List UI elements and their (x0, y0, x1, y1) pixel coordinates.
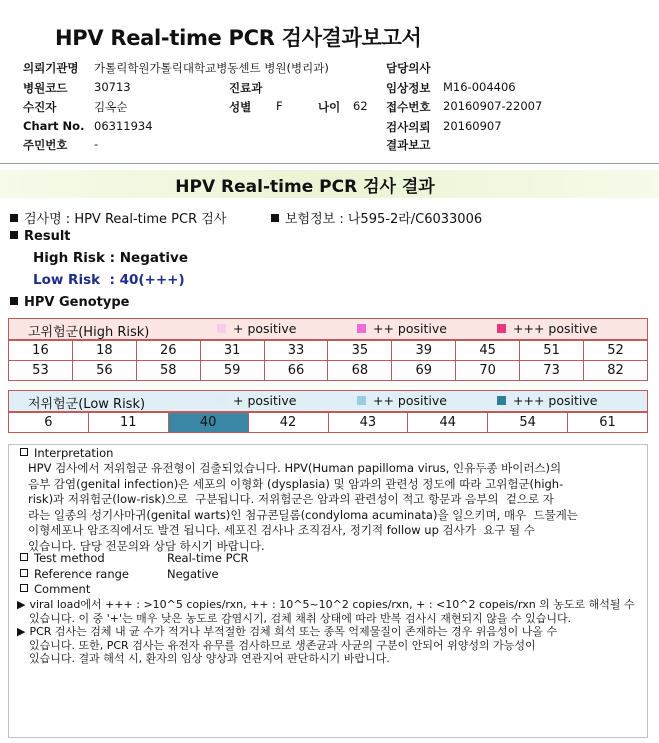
test-method-value: Real-time PCR (167, 551, 249, 565)
legend-swatch (217, 396, 226, 405)
square-bullet-icon (10, 214, 18, 222)
genotype-cell: 68 (328, 361, 392, 381)
genotype-cell: 26 (136, 341, 200, 361)
legend-hr-plusplusplus (497, 321, 597, 336)
comment-text (17, 598, 647, 666)
clinical-label: 임상정보 (386, 81, 431, 95)
genotype-cell: 69 (392, 361, 456, 381)
low-risk-genotype-table (8, 412, 648, 433)
interpretation-line: risk)과 저위험군(low-risk)으로 구분됩니다. 저위험군은 암과의 관련성이 적고 항문과 음부의 겉으로 자 (28, 492, 554, 506)
low-risk-result: Low Risk : 40(+++) (33, 272, 185, 288)
high-risk-genotype-table (8, 340, 648, 381)
test-method-label: Test method (34, 551, 105, 565)
genotype-cell: 82 (584, 361, 648, 381)
legend-lr-plusplus (357, 393, 447, 408)
comment-heading: Comment (34, 582, 91, 596)
legend-swatch (217, 324, 226, 333)
interpretation-line: 음부 감염(genital infection)은 세포의 이형화 (dysplasia) 및 암과의 관련성 정도에 따라 고위험군(high- (28, 476, 564, 491)
square-bullet-icon (271, 214, 279, 222)
genotype-cell: 54 (488, 413, 568, 433)
genotype-cell: 43 (328, 413, 408, 433)
result-heading-row (10, 229, 71, 244)
table-row (9, 413, 648, 433)
genotype-cell: 11 (88, 413, 168, 433)
legend-swatch (497, 324, 506, 333)
low-risk-label: 저위험군(Low Risk) (28, 397, 146, 412)
square-bullet-icon (20, 448, 28, 456)
legend-swatch (497, 396, 506, 405)
comment-line: 있습니다. 또한, PCR 검사는 유전자 유무를 검사하므로 생존균과 사균의 구분이 안되어 위양성의 가능성이 (29, 638, 536, 652)
triangle-bullet-icon: ▶ (17, 625, 26, 638)
genotype-cell: 35 (328, 341, 392, 361)
square-bullet-icon (20, 569, 28, 577)
legend-label: ++ positive (373, 321, 447, 336)
clinical-value: M16-004406 (443, 80, 516, 94)
genotype-heading-row (10, 295, 129, 310)
genotype-cell: 73 (520, 361, 584, 381)
genotype-cell: 18 (72, 341, 136, 361)
chart-label: Chart No. (23, 119, 85, 133)
high-risk-label: 고위험군(High Risk) (28, 325, 150, 340)
receipt-value: 20160907-22007 (443, 99, 543, 113)
reference-range-value: Negative (167, 567, 219, 581)
genotype-cell: 61 (568, 413, 648, 433)
interpretation-text (28, 461, 644, 554)
table-row (9, 341, 648, 361)
institution-label: 의뢰기관명 (23, 61, 79, 75)
legend-hr-plus (217, 321, 296, 336)
comment-line-text: PCR 검사는 검체 내 균 수가 적거나 부적절한 검체 희석 또는 종목 억제물질이 존재하는 경우 위음성이 나올 수 (29, 625, 558, 638)
legend-lr-plusplusplus (497, 393, 597, 408)
legend-label: +++ positive (513, 393, 598, 408)
genotype-cell: 45 (456, 341, 520, 361)
comment-heading-row (20, 582, 90, 598)
comment-line: 있습니다. 결과 해석 시, 환자의 임상 양상과 연관지어 판단하시기 바랍니다. (29, 652, 390, 665)
genotype-cell: 52 (584, 341, 648, 361)
chart-value: 06311934 (94, 119, 153, 133)
resident-label: 주민번호 (23, 138, 68, 152)
divider (0, 163, 659, 164)
age-value: 62 (353, 99, 368, 113)
triangle-bullet-icon: ▶ (17, 598, 26, 611)
interpretation-line: 라는 일종의 성기사마귀(genital warts)인 첨규콘딜롬(condyloma acuminata)을 일으키며, 매우 드물게는 (28, 507, 578, 522)
interpretation-line: 있습니다. 담당 전문의와 상담 하시기 바랍니다. (28, 538, 265, 553)
square-bullet-icon (10, 231, 18, 239)
report-label: 결과보고 (386, 138, 431, 152)
banner-title: HPV Real-time PCR 검사 결과 (175, 177, 435, 197)
resident-value: - (94, 137, 99, 151)
hospital-code-value: 30713 (94, 80, 131, 94)
interpretation-heading-row (20, 446, 113, 462)
reference-range-row (20, 567, 129, 583)
hospital-code-label: 병원코드 (23, 81, 68, 95)
interpretation-line: HPV 검사에서 저위험군 유전형이 검출되었습니다. HPV(Human papilloma virus, 인유두종 바이러스)의 (28, 461, 562, 475)
genotype-cell: 16 (9, 341, 73, 361)
genotype-cell: 58 (136, 361, 200, 381)
genotype-cell: 59 (200, 361, 264, 381)
legend-label: + positive (233, 393, 297, 408)
test-method-row (20, 551, 105, 567)
institution-value: 가톨릭학원가톨릭대학교병동센트 병원(병리과) (94, 61, 329, 75)
table-row (9, 361, 648, 381)
department-label: 진료과 (229, 81, 263, 95)
genotype-cell: 66 (264, 361, 328, 381)
request-value: 20160907 (443, 119, 502, 133)
legend-lr-plus (217, 393, 296, 408)
reference-range-label: Reference range (34, 567, 130, 581)
patient-value: 김옥순 (94, 100, 128, 114)
legend-swatch (357, 396, 366, 405)
genotype-cell: 31 (200, 341, 264, 361)
test-name-row (10, 208, 226, 227)
age-label: 나이 (318, 100, 341, 114)
legend-hr-plusplus (357, 321, 447, 336)
genotype-cell: 42 (248, 413, 328, 433)
result-heading: Result (24, 229, 71, 244)
square-bullet-icon (20, 584, 28, 592)
genotype-cell: 33 (264, 341, 328, 361)
genotype-cell: 39 (392, 341, 456, 361)
receipt-label: 접수번호 (386, 100, 431, 114)
report-title: HPV Real-time PCR 검사결과보고서 (55, 26, 422, 50)
legend-label: + positive (233, 321, 297, 336)
insurance-info: 보험정보 : 나595-2라/C6033006 (285, 212, 483, 227)
genotype-cell: 6 (9, 413, 89, 433)
genotype-cell: 70 (456, 361, 520, 381)
genotype-cell: 56 (72, 361, 136, 381)
legend-swatch (357, 324, 366, 333)
comment-line: 있습니다. 이 중 '+'는 매우 낮은 농도로 감염시기, 검체 채취 상태에 따라 반복 검사시 재현되지 않을 수 있습니다. (29, 611, 572, 625)
square-bullet-icon (20, 553, 28, 561)
request-label: 검사의뢰 (386, 120, 431, 134)
sex-value: F (276, 99, 283, 113)
square-bullet-icon (10, 297, 18, 305)
comment-line-text: viral load에서 +++ : >10^5 copies/rxn, ++ : 10^5~10^2 copies/rxn, + : <10^2 copeis/rxn 의 농도로 해석될 수 (29, 598, 635, 611)
legend-label: ++ positive (373, 393, 447, 408)
genotype-cell: 44 (408, 413, 488, 433)
legend-label: +++ positive (513, 321, 598, 336)
comment-line (17, 598, 647, 612)
genotype-cell: 53 (9, 361, 73, 381)
test-name: 검사명 : HPV Real-time PCR 검사 (24, 212, 227, 227)
high-risk-result: High Risk : Negative (33, 250, 188, 266)
interpretation-heading: Interpretation (34, 446, 114, 460)
insurance-row (271, 208, 482, 227)
comment-line (17, 625, 647, 639)
doctor-label: 담당의사 (386, 61, 431, 75)
genotype-heading: HPV Genotype (24, 295, 130, 310)
sex-label: 성별 (229, 100, 252, 114)
interpretation-line: 이형세포나 암조직에서도 발견 됩니다. 세포진 검사나 조직검사, 정기적 follow up 검사가 요구 될 수 (28, 523, 535, 537)
patient-label: 수진자 (23, 100, 57, 114)
genotype-cell: 51 (520, 341, 584, 361)
genotype-cell-positive: 40 (168, 413, 248, 433)
